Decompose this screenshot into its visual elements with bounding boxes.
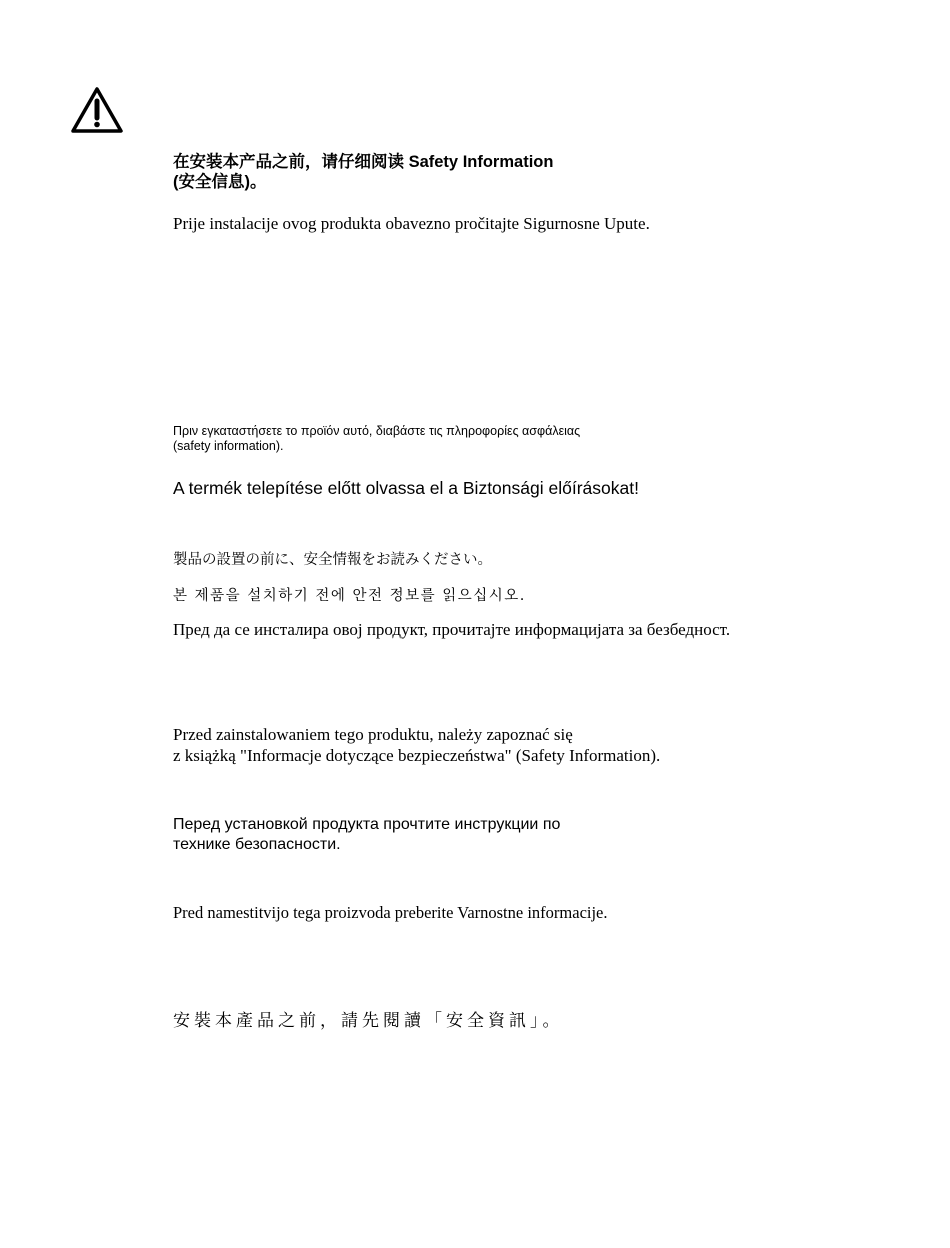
notice-macedonian: Пред да се инсталира овој продукт, прочитајте информацијата за безбедност. xyxy=(173,620,731,639)
notice-polish xyxy=(173,724,660,766)
notice-polish-line1: Przed zainstalowaniem tego produktu, należy zapoznać się xyxy=(173,725,573,744)
notice-croatian: Prije instalacije ovog produkta obavezno pročitajte Sigurnosne Upute. xyxy=(173,214,650,233)
notice-japanese: 製品の設置の前に、安全情報をお読みください。 xyxy=(173,552,492,568)
notice-greek xyxy=(173,424,580,454)
notice-chinese-simplified-line1: 在安装本产品之前，请仔细阅读 Safety Information xyxy=(173,153,554,171)
notice-korean: 본 제품을 설치하기 전에 안전 정보를 읽으십시오. xyxy=(173,588,526,604)
notice-greek-line2: (safety information). xyxy=(173,439,284,453)
warning-triangle-icon xyxy=(70,86,124,134)
notice-greek-line1: Πριν εγκαταστήσετε το προϊόν αυτό, διαβάστε τις πληροφορίες ασφάλειας xyxy=(173,424,581,438)
notice-hungarian: A termék telepítése előtt olvassa el a Biztonsági előírásokat! xyxy=(173,478,639,498)
notice-russian xyxy=(173,815,560,855)
notice-chinese-simplified xyxy=(173,152,553,192)
notice-chinese-simplified-line2: (安全信息)。 xyxy=(173,173,267,191)
notice-chinese-traditional: 安裝本產品之前，請先閱讀「安全資訊」。 xyxy=(173,1011,564,1031)
notice-russian-line2: технике безопасности. xyxy=(173,836,341,853)
notice-polish-line2: z książką "Informacje dotyczące bezpieczeństwa" (Safety Information). xyxy=(173,746,661,765)
notice-slovenian: Pred namestitvijo tega proizvoda preberite Varnostne informacije. xyxy=(173,903,608,922)
notice-russian-line1: Перед установкой продукта прочтите инструкции по xyxy=(173,816,561,833)
